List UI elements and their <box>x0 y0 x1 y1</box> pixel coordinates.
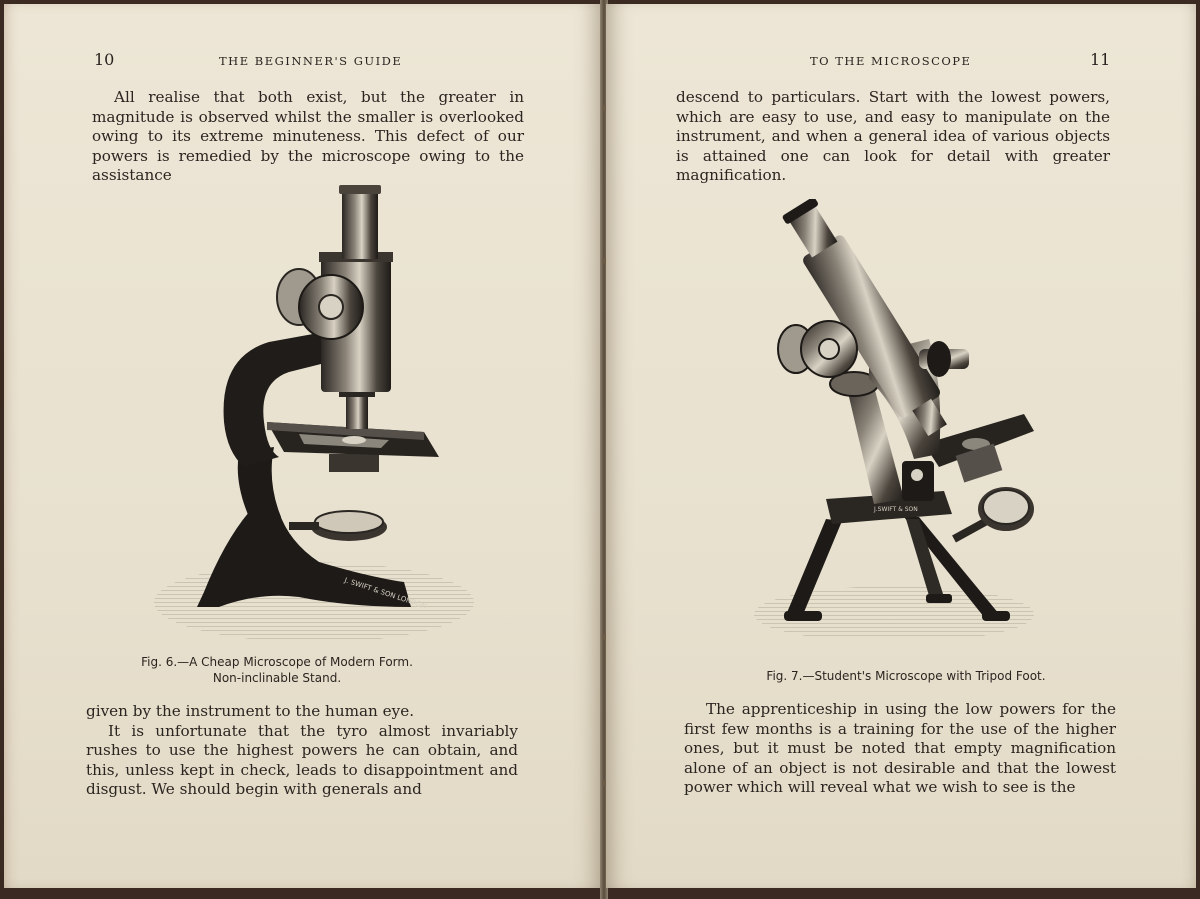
figure-7-caption: Fig. 7.—Student's Microscope with Tripod Foot. <box>766 669 1046 683</box>
maker-mark-fig6: J. SWIFT & SON LONDON <box>343 576 428 611</box>
maker-mark-fig7: J.SWIFT & SON <box>874 506 918 513</box>
page-number-right: 11 <box>1090 50 1111 69</box>
right-top-text: descend to particulars. Start with the lowest powers, which are easy to use, and easy to manipulate on the instrument, and when a general idea of various objects is attained one can look for detail with greater magnification. <box>676 88 1110 185</box>
left-bottom-text: It is unfortunate that the tyro almost invariably rushes to use the highest powers he can obtain, and this, unless kept in check, leads to disappointment and disgust. We should begin with generals and <box>86 721 518 799</box>
running-head-right: TO THE MICROSCOPE <box>810 54 972 68</box>
running-head-left: THE BEGINNER'S GUIDE <box>219 54 403 68</box>
figure-6-illustration <box>149 182 479 642</box>
microscope-tripod-illustration <box>754 199 1054 639</box>
figure-6-caption-line2: Non-inclinable Stand. <box>212 671 342 685</box>
left-top-text: All realise that both exist, but the greater in magnitude is observed whilst the smaller is overlooked owing to its extreme minuteness. This defect of our powers is remedied by the microscope owing to the assistance <box>92 88 524 185</box>
page-number-left: 10 <box>94 50 115 69</box>
figure-6-caption <box>112 654 442 686</box>
figure-7-illustration <box>754 199 1054 639</box>
left-bottom-paragraph <box>86 702 518 800</box>
right-bottom-text: The apprenticeship in using the low powers for the first few months is a training for the use of the higher ones, but it must be noted that empty magnification alone of an object is not desirable and that the lowest power which will reveal what we wish to see is the <box>684 700 1116 797</box>
right-page <box>606 4 1196 888</box>
figure-6-caption-line1: Fig. 6.—A Cheap Microscope of Modern Form. <box>141 655 413 669</box>
left-page <box>4 4 602 888</box>
right-bottom-paragraph <box>684 700 1116 798</box>
left-bottom-line1: given by the instrument to the human eye. <box>86 702 415 720</box>
left-top-paragraph <box>92 88 524 186</box>
microscope-non-inclinable-illustration <box>149 182 479 642</box>
right-top-paragraph <box>676 88 1110 186</box>
